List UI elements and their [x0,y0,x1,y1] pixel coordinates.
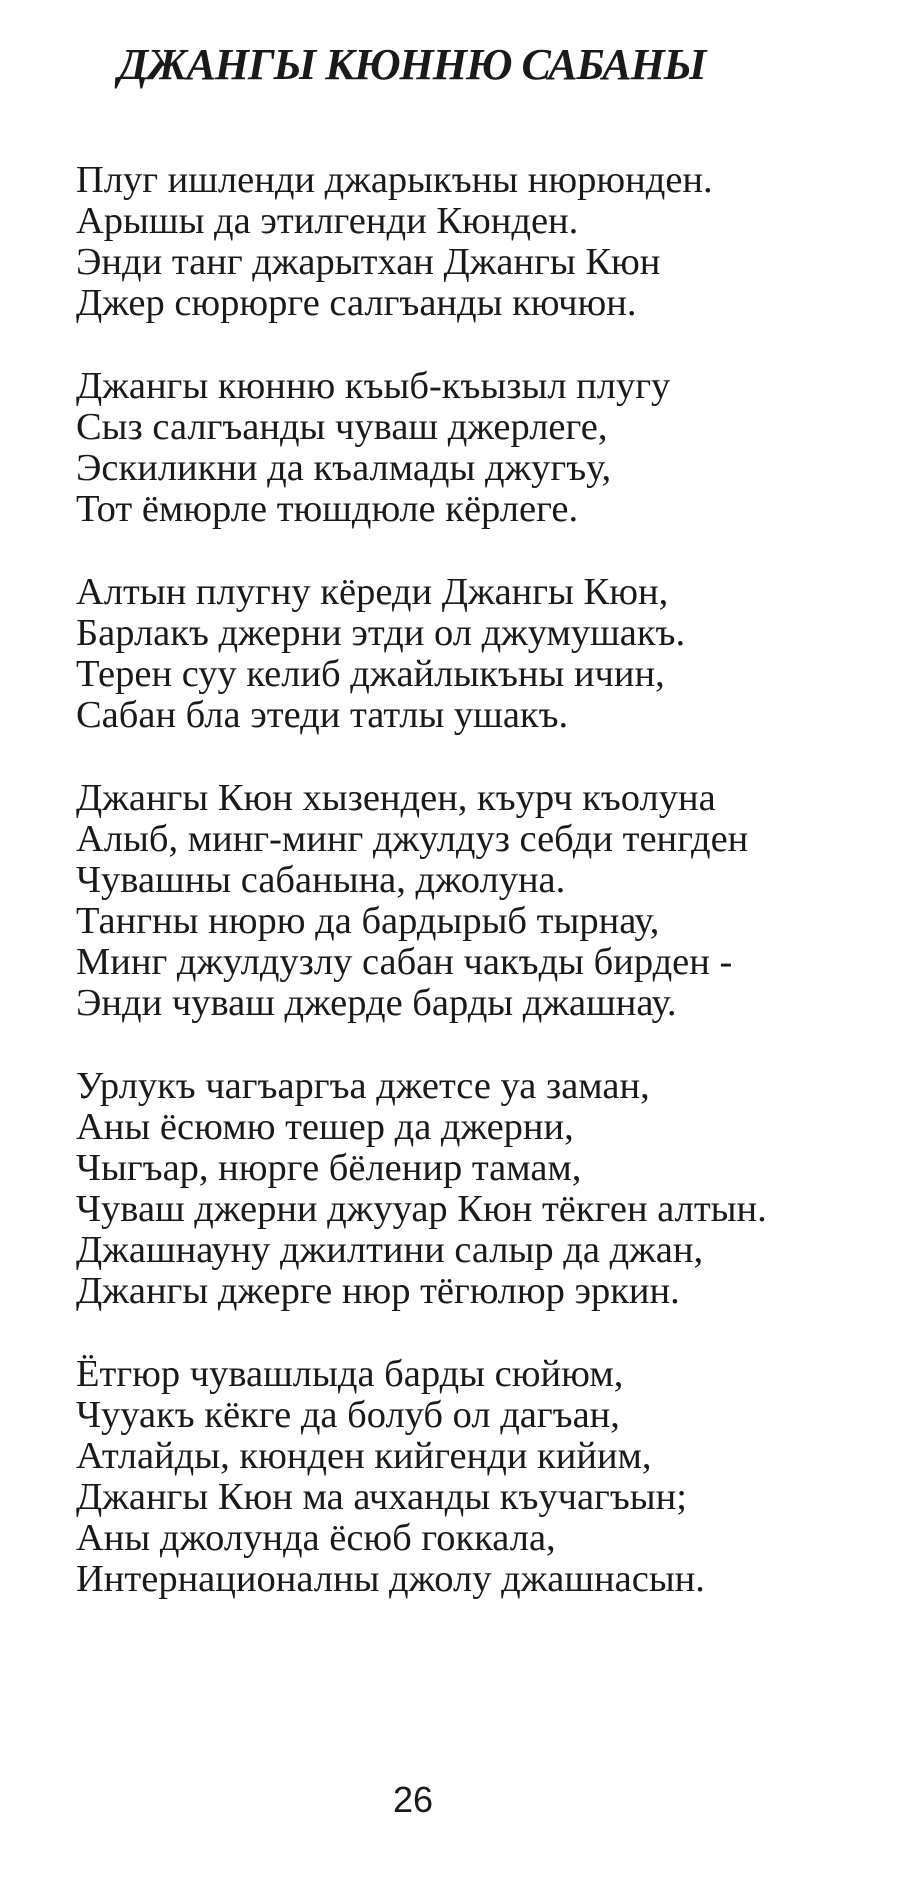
poem-line: Ётгюр чувашлыда барды сюйюм, [76,1353,624,1395]
stanza-6 [76,1354,916,1600]
poem-line: Сабан бла этеди татлы ушакъ. [76,694,569,736]
poem-line: Барлакъ джерни этди ол джумушакъ. [76,612,686,654]
stanza-2 [76,366,916,530]
poem-line: Джангы джерге нюр тёгюлюр эркин. [76,1270,680,1312]
poem-line: Плуг ишленди джарыкъны нюрюнден. [76,159,713,201]
stanza-5 [76,1066,916,1312]
poem-line: Джашнауну джилтини салыр да джан, [76,1229,704,1271]
poem-line: Минг джулдузлу сабан чакъды бирден - [76,941,733,983]
poem-line: Чуваш джерни джууар Кюн тёкген алтын. [76,1188,767,1230]
poem-line: Аны джолунда ёсюб гоккала, [76,1517,556,1559]
poem-line: Энди танг джарытхан Джангы Кюн [76,241,661,283]
poem-line: Джангы Кюн ма ачханды къучагъын; [76,1476,687,1518]
poem-line: Джангы Кюн хызенден, къурч къолуна [76,777,716,819]
poem-line: Джер сюрюрге салгъанды кючюн. [76,282,637,324]
stanza-4 [76,778,916,1024]
poem-line: Эскиликни да къалмады джугъу, [76,447,612,489]
poem-line: Аны ёсюмю тешер да джерни, [76,1106,574,1148]
poem-title: ДЖАНГЫ КЮННЮ САБАНЫ [118,40,706,89]
poem-line: Энди чуваш джерде барды джашнау. [76,982,677,1024]
poem-line: Урлукъ чагъаргъа джетсе уа заман, [76,1065,650,1107]
poem-line: Терен суу келиб джайлыкъны ичин, [76,653,665,695]
poem-line: Джангы кюнню къыб-къызыл плугу [76,365,671,407]
stanza-3 [76,572,916,736]
poem-line: Тот ёмюрле тюшдюле кёрлеге. [76,488,579,530]
poem-line: Атлайды, кюнден кийгенди кийим, [76,1435,652,1477]
poem-line: Арышы да этилгенди Кюнден. [76,200,579,242]
poem-line: Сыз салгъанды чуваш джерлеге, [76,406,608,448]
poem-line: Интернационалны джолу джашнасын. [76,1558,705,1600]
poem-line: Чувашны сабанына, джолуна. [76,859,566,901]
poem-line: Чыгъар, нюрге бёленир тамам, [76,1147,582,1189]
poem-body [76,160,916,1642]
stanza-1 [76,160,916,324]
page-number: 26 [392,1779,434,1820]
poem-line: Алтын плугну кёреди Джангы Кюн, [76,571,669,613]
poem-line: Тангны нюрю да бардырыб тырнау, [76,900,660,942]
poem-line: Алыб, минг-минг джулдуз себди тенгден [76,818,749,860]
poem-line: Чууакъ кёкге да болуб ол дагъан, [76,1394,620,1436]
